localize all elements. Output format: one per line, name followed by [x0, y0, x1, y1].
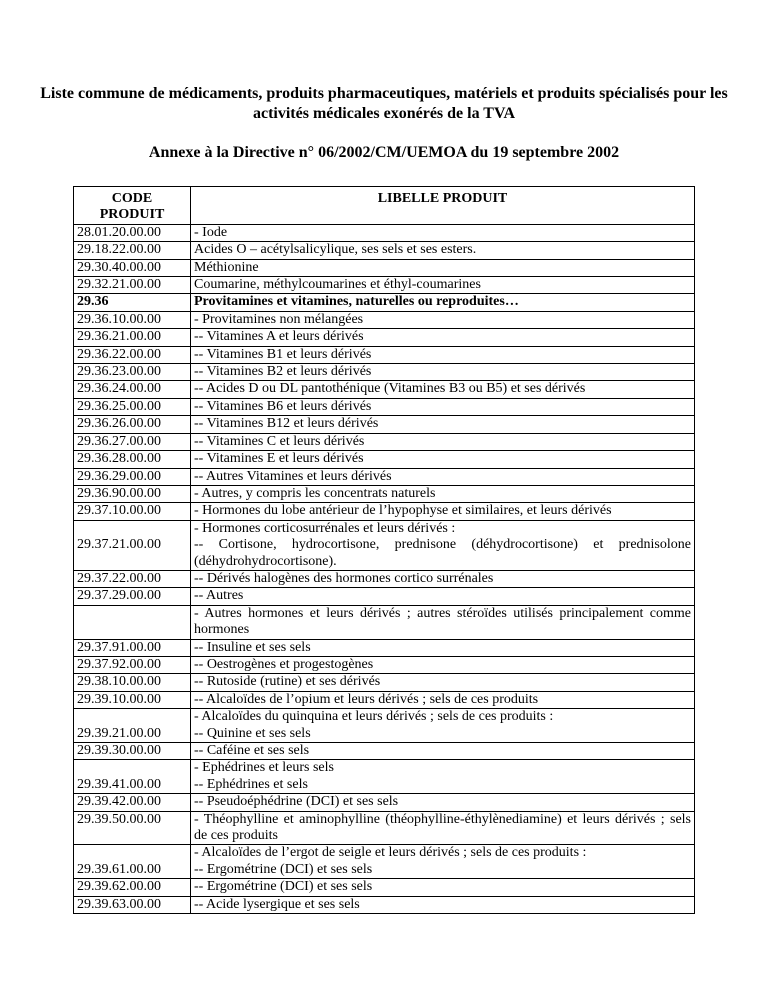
product-code — [74, 468, 191, 485]
table-row — [74, 674, 695, 691]
table-row — [74, 242, 695, 259]
code-line: 29.39.42.00.00 — [77, 794, 161, 810]
code-line: 29.39.21.00.00 — [77, 725, 161, 741]
table-row — [74, 639, 695, 656]
code-line: 29.36.26.00.00 — [77, 416, 161, 432]
product-label: - Iode — [191, 224, 695, 241]
product-code — [74, 485, 191, 502]
code-line: 29.37.92.00.00 — [77, 656, 161, 672]
product-code — [74, 224, 191, 241]
product-code — [74, 294, 191, 311]
product-code — [74, 656, 191, 673]
product-code — [74, 364, 191, 381]
table-row — [74, 364, 695, 381]
table-row — [74, 656, 695, 673]
product-label — [191, 709, 695, 743]
product-code — [74, 674, 191, 691]
product-label: -- Alcaloïdes de l’opium et leurs dérivés ; sels de ces produits — [191, 691, 695, 708]
product-label — [191, 845, 695, 879]
table-row — [74, 277, 695, 294]
product-code — [74, 503, 191, 520]
product-label: Méthionine — [191, 259, 695, 276]
code-line: 29.37.22.00.00 — [77, 570, 161, 586]
product-code — [74, 691, 191, 708]
code-line: 29.37.10.00.00 — [77, 503, 161, 519]
table-row — [74, 329, 695, 346]
code-line: 29.36.27.00.00 — [77, 433, 161, 449]
table-row — [74, 416, 695, 433]
code-line — [77, 554, 187, 570]
code-line: 29.32.21.00.00 — [77, 277, 161, 293]
product-code — [74, 242, 191, 259]
table-row — [74, 311, 695, 328]
product-label: -- Autres — [191, 588, 695, 605]
product-label: -- Insuline et ses sels — [191, 639, 695, 656]
code-line: 29.36.24.00.00 — [77, 381, 161, 397]
label-line: - Alcaloïdes du quinquina et leurs dérivés ; sels de ces produits : — [194, 709, 554, 725]
code-line — [77, 709, 187, 725]
document-subtitle: Annexe à la Directive n° 06/2002/CM/UEMOA du 19 septembre 2002 — [148, 144, 620, 161]
column-header-label: LIBELLE PRODUIT — [191, 187, 695, 225]
product-code — [74, 433, 191, 450]
table-row — [74, 451, 695, 468]
product-label: - Théophylline et aminophylline (théophylline-éthylènediamine) et leurs dérivés ; sels de ces produits — [191, 811, 695, 845]
code-line: 29.36.10.00.00 — [77, 311, 161, 327]
table-row — [74, 605, 695, 639]
product-label: -- Vitamines B2 et leurs dérivés — [191, 364, 695, 381]
label-line: - Alcaloïdes de l’ergot de seigle et leurs dérivés ; sels de ces produits : — [194, 845, 587, 861]
label-line: -- Cortisone, hydrocortisone, prednisone (déhydrocortisone) et prednisolone (déhydrohydrocortisone). — [194, 537, 691, 569]
code-line: 29.36.21.00.00 — [77, 329, 161, 345]
code-line: 29.38.10.00.00 — [77, 674, 161, 690]
product-label: - Provitamines non mélangées — [191, 311, 695, 328]
product-code — [74, 588, 191, 605]
product-label — [191, 520, 695, 570]
product-code — [74, 639, 191, 656]
code-line: 29.36.29.00.00 — [77, 468, 161, 484]
code-line: 29.36 — [77, 294, 109, 310]
product-label: -- Pseudoéphédrine (DCI) et ses sels — [191, 794, 695, 811]
product-label: -- Vitamines C et leurs dérivés — [191, 433, 695, 450]
product-label: -- Acides D ou DL pantothénique (Vitamines B3 ou B5) et ses dérivés — [191, 381, 695, 398]
product-label: Provitamines et vitamines, naturelles ou reproduites… — [191, 294, 695, 311]
table-row — [74, 433, 695, 450]
product-table — [73, 186, 695, 914]
product-code — [74, 760, 191, 794]
product-code — [74, 896, 191, 913]
code-line: 29.39.62.00.00 — [77, 879, 161, 895]
table-row — [74, 381, 695, 398]
product-code — [74, 398, 191, 415]
table-row — [74, 709, 695, 743]
product-code — [74, 605, 191, 639]
product-code — [74, 277, 191, 294]
product-code — [74, 329, 191, 346]
code-line: 29.39.50.00.00 — [77, 811, 161, 827]
table-row — [74, 896, 695, 913]
table-row — [74, 811, 695, 845]
product-label: -- Caféine et ses sels — [191, 743, 695, 760]
product-label — [191, 760, 695, 794]
product-label: -- Dérivés halogènes des hormones cortico surrénales — [191, 570, 695, 587]
product-label: -- Vitamines B1 et leurs dérivés — [191, 346, 695, 363]
table-row — [74, 398, 695, 415]
product-code — [74, 743, 191, 760]
label-line: - Ephédrines et leurs sels — [194, 760, 334, 776]
label-line: -- Ergométrine (DCI) et ses sels — [194, 861, 373, 877]
code-line: 29.36.22.00.00 — [77, 346, 161, 362]
code-line: 29.37.91.00.00 — [77, 639, 161, 655]
product-code — [74, 416, 191, 433]
product-label: - Hormones du lobe antérieur de l’hypophyse et similaires, et leurs dérivés — [191, 503, 695, 520]
code-line: 29.36.28.00.00 — [77, 451, 161, 467]
code-line — [77, 760, 187, 776]
document-title: Liste commune de médicaments, produits pharmaceutiques, matériels et produits spécialisés pour les activités médicales exonérés de la TVA — [40, 85, 728, 122]
table-row — [74, 760, 695, 794]
product-code — [74, 520, 191, 570]
code-line — [77, 845, 187, 861]
table-row — [74, 794, 695, 811]
product-code — [74, 451, 191, 468]
table-row — [74, 570, 695, 587]
product-label: -- Ergométrine (DCI) et ses sels — [191, 879, 695, 896]
product-code — [74, 709, 191, 743]
product-label: - Autres, y compris les concentrats naturels — [191, 485, 695, 502]
code-line: 29.37.21.00.00 — [77, 537, 161, 553]
code-line: 29.39.63.00.00 — [77, 896, 161, 912]
code-line: 29.18.22.00.00 — [77, 242, 161, 258]
product-label: -- Vitamines E et leurs dérivés — [191, 451, 695, 468]
table-row — [74, 520, 695, 570]
product-code — [74, 845, 191, 879]
table-row — [74, 259, 695, 276]
table-body — [74, 224, 695, 913]
table-header-row — [74, 187, 695, 225]
code-line: 29.36.25.00.00 — [77, 398, 161, 414]
code-line — [77, 828, 187, 844]
label-line: -- Ephédrines et sels — [194, 776, 308, 792]
table-row — [74, 224, 695, 241]
label-line: - Hormones corticosurrénales et leurs dérivés : — [194, 520, 456, 536]
product-code — [74, 794, 191, 811]
table-row — [74, 346, 695, 363]
product-label: -- Vitamines B6 et leurs dérivés — [191, 398, 695, 415]
table-row — [74, 503, 695, 520]
code-line: 29.39.30.00.00 — [77, 743, 161, 758]
table-row — [74, 468, 695, 485]
table-row — [74, 485, 695, 502]
code-line: 29.39.41.00.00 — [77, 776, 161, 792]
code-line — [77, 622, 187, 638]
code-line — [77, 521, 187, 537]
product-code — [74, 346, 191, 363]
product-code — [74, 311, 191, 328]
code-line: 29.39.10.00.00 — [77, 691, 161, 707]
code-line: 28.01.20.00.00 — [77, 224, 161, 240]
product-label: -- Oestrogènes et progestogènes — [191, 656, 695, 673]
product-label: Coumarine, méthylcoumarines et éthyl-coumarines — [191, 277, 695, 294]
table-row — [74, 879, 695, 896]
product-label: -- Autres Vitamines et leurs dérivés — [191, 468, 695, 485]
code-line: 29.37.29.00.00 — [77, 588, 161, 604]
product-label: -- Rutoside (rutine) et ses dérivés — [191, 674, 695, 691]
table-row — [74, 588, 695, 605]
product-code — [74, 381, 191, 398]
table-row — [74, 845, 695, 879]
product-label: Acides O – acétylsalicylique, ses sels et ses esters. — [191, 242, 695, 259]
product-label: -- Vitamines B12 et leurs dérivés — [191, 416, 695, 433]
product-code — [74, 570, 191, 587]
product-code — [74, 811, 191, 845]
code-line: 29.30.40.00.00 — [77, 259, 161, 275]
label-line: -- Quinine et ses sels — [194, 725, 311, 741]
table-row — [74, 691, 695, 708]
code-line — [77, 606, 187, 622]
table-row — [74, 294, 695, 311]
code-line: 29.36.90.00.00 — [77, 485, 161, 501]
table-row — [74, 743, 695, 760]
code-line: 29.36.23.00.00 — [77, 364, 161, 380]
product-label: -- Acide lysergique et ses sels — [191, 896, 695, 913]
product-label: -- Vitamines A et leurs dérivés — [191, 329, 695, 346]
column-header-code: CODE PRODUIT — [74, 187, 191, 225]
product-label: - Autres hormones et leurs dérivés ; autres stéroïdes utilisés principalement comme hormones — [191, 605, 695, 639]
product-code — [74, 259, 191, 276]
code-line: 29.39.61.00.00 — [77, 861, 161, 877]
product-code — [74, 879, 191, 896]
